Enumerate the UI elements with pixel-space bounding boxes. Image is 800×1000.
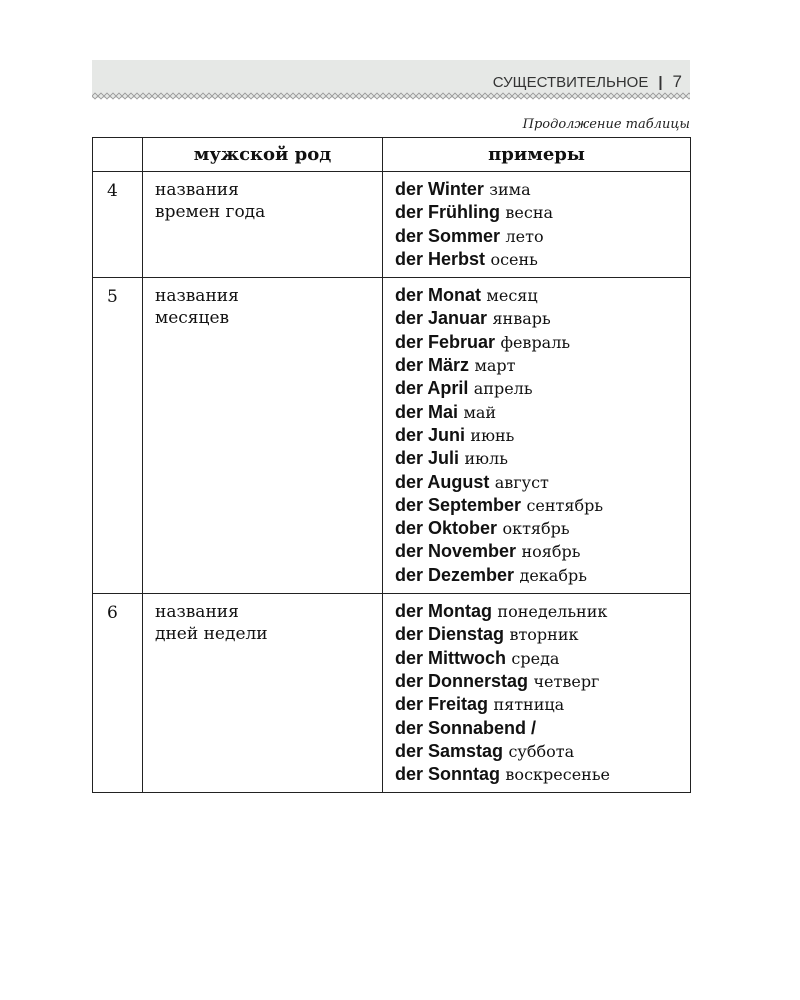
example-entry xyxy=(395,763,686,786)
russian-translation: июнь xyxy=(470,425,515,445)
russian-translation: май xyxy=(463,402,497,422)
column-header-number xyxy=(93,138,143,172)
example-entry xyxy=(395,517,686,540)
example-entry xyxy=(395,178,686,201)
nouns-table xyxy=(92,137,691,793)
row-number: 5 xyxy=(93,278,143,594)
russian-translation: январь xyxy=(492,309,551,329)
example-entry xyxy=(395,693,686,716)
german-word: der Mittwoch xyxy=(395,647,506,668)
russian-translation: декабрь xyxy=(519,565,587,585)
russian-translation: апрель xyxy=(473,379,533,399)
example-entry xyxy=(395,740,686,763)
category-line: названия xyxy=(155,180,239,200)
example-entry xyxy=(395,248,686,271)
german-word: der Sonntag xyxy=(395,764,501,785)
german-word: der Freitag xyxy=(395,694,489,715)
example-entry xyxy=(395,377,686,400)
german-word: der Winter xyxy=(395,179,484,199)
german-word: der Frühling xyxy=(395,202,500,223)
example-entry xyxy=(395,424,686,447)
header-text xyxy=(493,72,682,92)
examples-cell xyxy=(383,278,691,594)
example-entry xyxy=(395,201,686,224)
example-entry xyxy=(395,647,686,670)
german-word: der Dezember xyxy=(395,564,515,585)
column-header-gender: мужской род xyxy=(143,138,383,172)
example-entry xyxy=(395,600,686,623)
examples-cell xyxy=(383,594,691,793)
table-row xyxy=(93,172,691,278)
russian-translation: июль xyxy=(464,449,508,469)
example-entry xyxy=(395,623,686,646)
russian-translation: понедельник xyxy=(497,602,608,622)
russian-translation: февраль xyxy=(500,332,571,352)
german-word: der März xyxy=(395,355,470,376)
russian-translation: пятница xyxy=(493,695,565,715)
german-word: der Sonnabend / xyxy=(395,717,537,738)
german-word: der Mai xyxy=(395,401,459,422)
german-word: der Oktober xyxy=(395,518,498,539)
russian-translation: весна xyxy=(505,203,554,223)
russian-translation: сентябрь xyxy=(526,495,604,515)
german-word: der Montag xyxy=(395,601,492,622)
examples-cell xyxy=(383,172,691,278)
example-entry xyxy=(395,284,686,307)
german-word: der Dienstag xyxy=(395,624,505,645)
german-word: der Sommer xyxy=(395,225,501,246)
example-entry xyxy=(395,354,686,377)
example-entry xyxy=(395,225,686,248)
category-cell xyxy=(143,172,383,278)
category-line: названия xyxy=(155,286,239,307)
row-number: 6 xyxy=(93,594,143,793)
section-title: СУЩЕСТВИТЕЛЬНОЕ xyxy=(492,74,649,91)
russian-translation: август xyxy=(494,472,549,492)
german-word: der Februar xyxy=(395,331,496,352)
category-cell xyxy=(143,594,383,793)
page-number: 7 xyxy=(672,72,682,91)
example-entry xyxy=(395,540,686,563)
example-entry xyxy=(395,331,686,354)
category-line: дней недели xyxy=(155,624,268,645)
example-entry xyxy=(395,564,686,587)
row-number: 4 xyxy=(93,172,143,278)
russian-translation: четверг xyxy=(533,671,600,691)
russian-translation: воскресенье xyxy=(505,765,611,785)
example-entry xyxy=(395,307,686,330)
table-row xyxy=(93,594,691,793)
german-word: der September xyxy=(395,494,522,515)
example-entry xyxy=(395,494,686,517)
german-word: der November xyxy=(395,541,517,562)
russian-translation: среда xyxy=(511,648,560,668)
table-header-row xyxy=(93,138,691,172)
russian-translation: вторник xyxy=(509,625,579,645)
example-entry xyxy=(395,670,686,693)
russian-translation: зима xyxy=(489,180,531,199)
russian-translation: октябрь xyxy=(502,519,570,539)
category-line: времен года xyxy=(155,202,266,222)
russian-translation: суббота xyxy=(508,741,575,761)
example-entry xyxy=(395,401,686,424)
german-word: der April xyxy=(395,378,469,399)
german-word: der Juli xyxy=(395,448,460,469)
german-word: der Juni xyxy=(395,424,466,445)
continuation-note: Продолжение таблицы xyxy=(522,117,690,132)
table-row xyxy=(93,278,691,594)
category-line: названия xyxy=(155,602,239,623)
russian-translation: осень xyxy=(490,249,538,269)
category-cell xyxy=(143,278,383,594)
example-entry xyxy=(395,471,686,494)
russian-translation: март xyxy=(474,356,516,376)
german-word: der Samstag xyxy=(395,740,504,761)
german-word: der Januar xyxy=(395,308,488,329)
russian-translation: месяц xyxy=(486,286,538,306)
german-word: der Monat xyxy=(395,285,482,306)
category-line: месяцев xyxy=(155,308,230,329)
german-word: der August xyxy=(395,471,490,492)
wavy-border-ornament xyxy=(92,91,690,101)
german-word: der Donnerstag xyxy=(395,670,529,691)
german-word: der Herbst xyxy=(395,248,486,269)
header-separator: | xyxy=(658,74,663,91)
russian-translation: ноябрь xyxy=(521,542,581,562)
example-entry xyxy=(395,717,686,740)
russian-translation: лето xyxy=(505,226,544,246)
example-entry xyxy=(395,447,686,470)
column-header-examples: примеры xyxy=(383,138,691,172)
